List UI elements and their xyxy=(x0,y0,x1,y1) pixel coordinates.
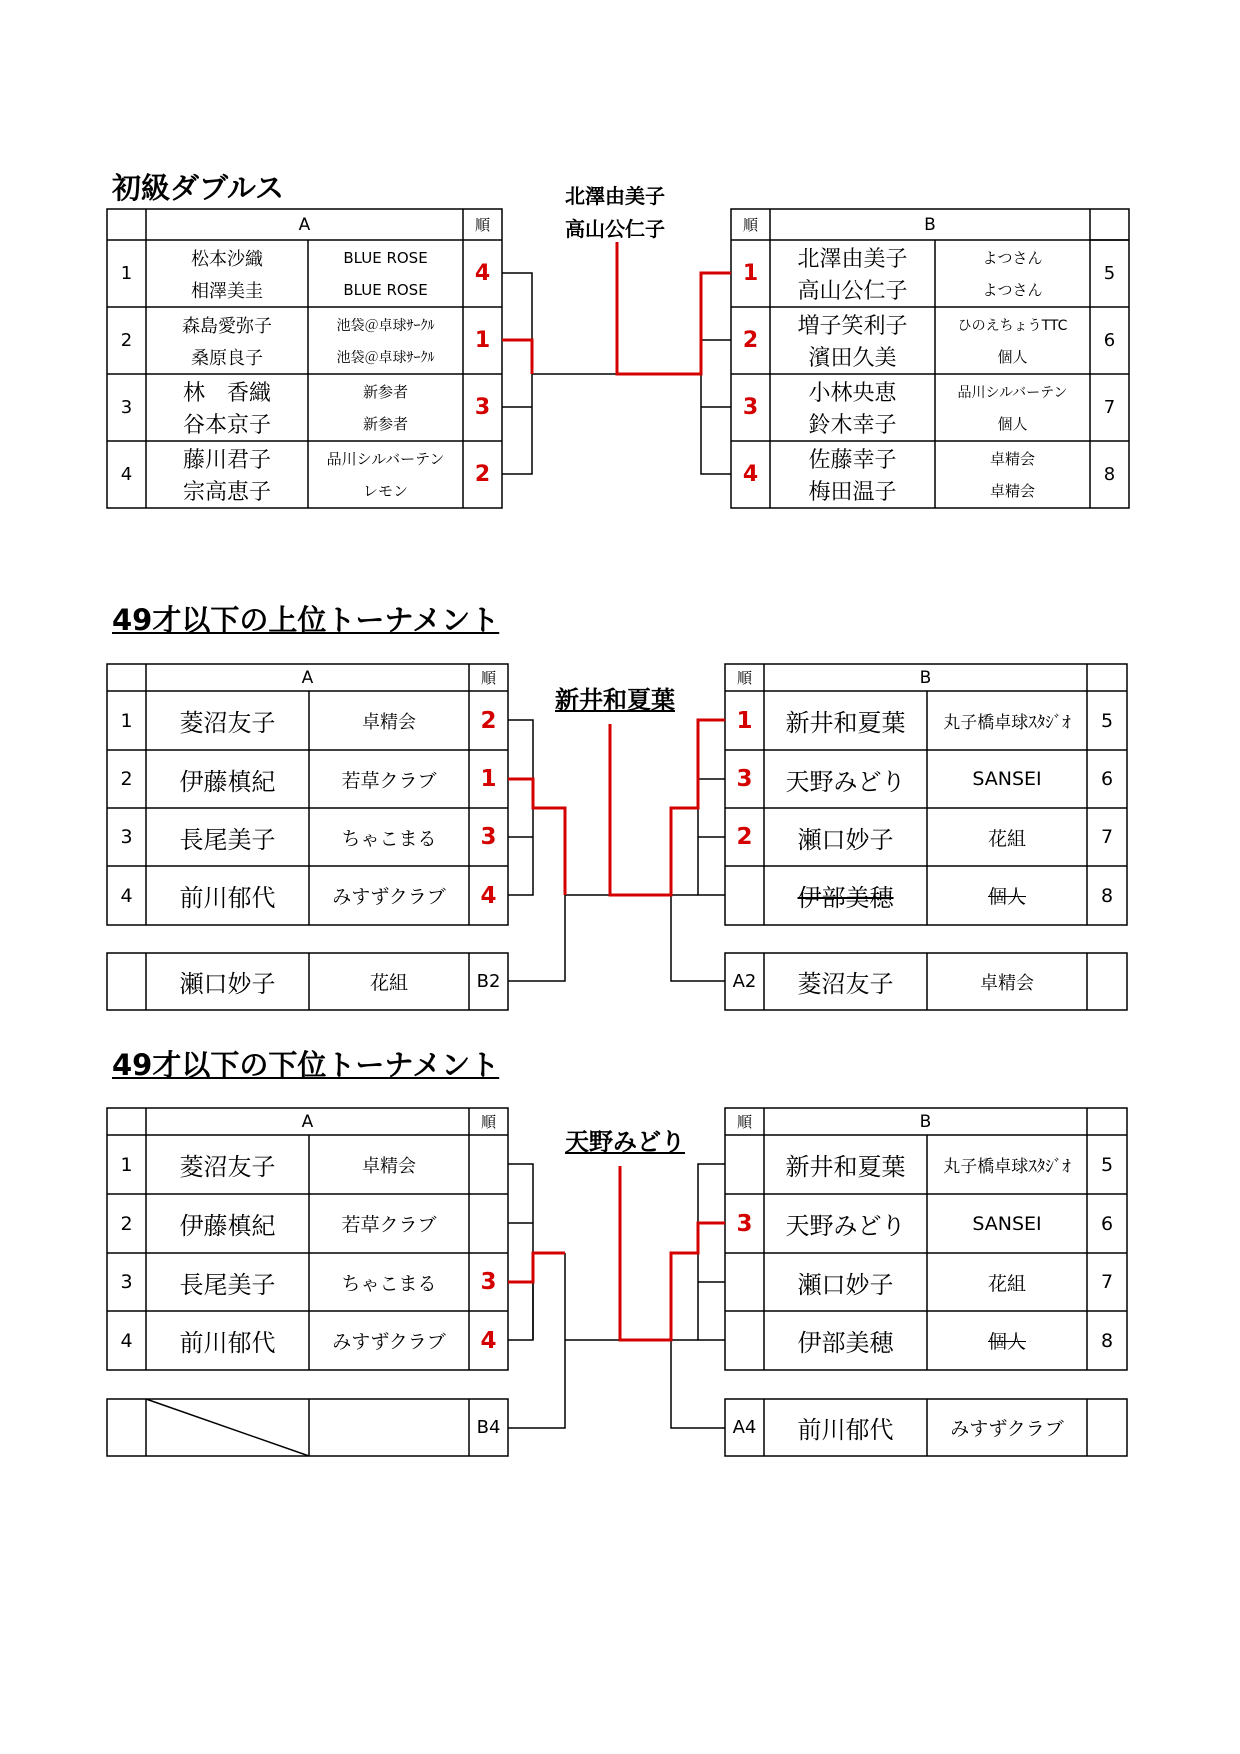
s1-b-row-6-rank: 2 xyxy=(742,328,759,353)
s2-a-row-4-no: 4 xyxy=(120,884,133,907)
s3-b-row-7-no: 7 xyxy=(1100,1271,1114,1293)
s1-b-row-7-club-2: 個人 xyxy=(997,415,1028,433)
s3-b-row-6-rank: 3 xyxy=(736,1210,753,1237)
s1-b-row-8-club-2: 卓精会 xyxy=(989,482,1035,500)
s3-b-extra-club: みすずクラブ xyxy=(950,1418,1064,1440)
s2-a-row-2-name: 伊藤槙紀 xyxy=(179,767,276,796)
section-3-title: 49才以下の下位トーナメント xyxy=(112,1048,500,1082)
s2-b-row-8-club: 個人 xyxy=(987,886,1026,908)
s1-b-row-8-rank: 4 xyxy=(742,462,759,487)
s1-a-row-1-rank: 4 xyxy=(474,261,491,286)
s1-a-row-4-club-2: レモン xyxy=(362,482,408,500)
s3-a-row-2-no: 2 xyxy=(120,1212,133,1235)
s2-a-row-3-club: ちゃこまる xyxy=(341,827,437,850)
s3-a-row-1-club: 卓精会 xyxy=(362,1155,416,1177)
s3-a-row-3-club: ちゃこまる xyxy=(341,1272,437,1295)
section-1-title: 初級ダブルス xyxy=(112,171,284,205)
s1-b-row-8-name-1: 佐藤幸子 xyxy=(808,448,897,473)
s2-b-row-5-club: 丸子橋卓球ｽﾀｼﾞｵ xyxy=(943,713,1071,733)
s3-b-row-6-club: SANSEI xyxy=(972,1212,1042,1235)
s1-a-row-3-club-1: 新参者 xyxy=(362,383,408,401)
s3-b-row-5-name: 新井和夏葉 xyxy=(785,1153,906,1181)
s3-a-extra-tag: B4 xyxy=(476,1417,501,1438)
s2-a-header: A xyxy=(301,667,314,688)
s1-a-row-4-rank: 2 xyxy=(474,462,491,487)
s2-a-extra-tag: B2 xyxy=(476,971,501,992)
s3-b-row-8-rank xyxy=(725,1311,764,1370)
s1-a-row-3-club-2: 新参者 xyxy=(362,415,408,433)
s1-b-row-8-no: 8 xyxy=(1103,464,1116,485)
s2-a-rank-header: 順 xyxy=(480,669,496,687)
s3-a-row-4-rank: 4 xyxy=(480,1327,497,1354)
s2-a-row-3-no: 3 xyxy=(120,826,133,848)
s1-b-row-6-name-1: 増子笑利子 xyxy=(797,314,908,339)
s2-a-extra-name: 瀬口妙子 xyxy=(179,970,276,998)
s1-a-row-1-club-2: BLUE ROSE xyxy=(343,280,428,299)
s3-b-row-7-rank xyxy=(725,1253,764,1311)
s1-b-row-7-name-1: 小林央恵 xyxy=(808,381,897,406)
s3-b-header: B xyxy=(919,1111,932,1132)
s1-b-row-5-no: 5 xyxy=(1103,263,1116,284)
s3-b-row-6-name: 天野みどり xyxy=(785,1212,906,1240)
s1-a-row-4-name-1: 藤川君子 xyxy=(182,448,271,473)
s3-b-row-5-rank xyxy=(725,1135,764,1194)
s1-a-row-4-club-1: 品川シルバーテン xyxy=(326,450,445,468)
s2-b-extra-tag: A2 xyxy=(732,971,757,992)
s3-a-extra-club xyxy=(309,1399,469,1456)
s3-b-extra-name: 前川郁代 xyxy=(797,1416,894,1444)
s1-a-row-3-name-1: 林 香織 xyxy=(182,381,271,406)
s1-b-row-5-rank: 1 xyxy=(742,261,759,286)
s2-b-row-8-name: 伊部美穂 xyxy=(797,884,894,912)
s1-b-row-5-name-1: 北澤由美子 xyxy=(797,247,908,272)
s1-b-row-7-no: 7 xyxy=(1103,397,1116,418)
s1-b-row-5-club-1: よつさん xyxy=(982,249,1043,267)
s2-a-row-1-club: 卓精会 xyxy=(362,711,416,733)
s2-b-row-7-no: 7 xyxy=(1100,826,1114,848)
s2-b-row-5-rank: 1 xyxy=(736,707,753,734)
s1-b-row-6-club-2: 個人 xyxy=(997,348,1028,366)
s3-a-row-2-name: 伊藤槙紀 xyxy=(179,1212,276,1240)
s2-a-row-4-rank: 4 xyxy=(480,882,497,909)
s3-a-row-4-club: みすずクラブ xyxy=(332,1331,446,1353)
s3-a-row-3-no: 3 xyxy=(120,1271,133,1293)
s2-b-row-7-name: 瀬口妙子 xyxy=(797,825,894,854)
s2-b-row-6-club: SANSEI xyxy=(972,768,1042,790)
s2-b-extra-club: 卓精会 xyxy=(980,972,1034,994)
s1-b-row-5-name-2: 高山公仁子 xyxy=(797,279,908,304)
s1-a-row-2-rank: 1 xyxy=(474,328,491,353)
s3-a-row-3-name: 長尾美子 xyxy=(179,1270,276,1299)
s2-b-row-5-no: 5 xyxy=(1100,709,1114,732)
section-1-winner-1: 北澤由美子 xyxy=(565,184,665,208)
s1-a-row-1-name-1: 松本沙織 xyxy=(191,248,263,270)
s1-a-row-2-name-1: 森島愛弥子 xyxy=(182,315,272,337)
s2-a-extra-club: 花組 xyxy=(369,972,408,994)
s1-a-row-4-name-2: 宗高恵子 xyxy=(182,480,271,505)
s2-a-row-2-club: 若草クラブ xyxy=(341,769,437,792)
s2-b-row-6-no: 6 xyxy=(1100,768,1114,790)
s3-a-row-1-name: 菱沼友子 xyxy=(179,1153,276,1181)
s3-b-rank-header: 順 xyxy=(736,1113,752,1131)
s1-a-row-3-name-2: 谷本京子 xyxy=(182,413,271,438)
s3-a-row-4-no: 4 xyxy=(120,1329,133,1352)
s2-b-row-6-rank: 3 xyxy=(736,766,753,792)
s3-a-row-4-name: 前川郁代 xyxy=(179,1329,276,1357)
s3-b-row-8-name: 伊部美穂 xyxy=(797,1329,894,1357)
section-2-title: 49才以下の上位トーナメント xyxy=(112,603,500,637)
s2-a-row-3-name: 長尾美子 xyxy=(179,825,276,854)
s1-a-row-4-no: 4 xyxy=(120,464,133,485)
s1-a-row-3-rank: 3 xyxy=(474,395,491,420)
s3-b-row-5-club: 丸子橋卓球ｽﾀｼﾞｵ xyxy=(943,1157,1071,1177)
section-3-winner: 天野みどり xyxy=(565,1128,685,1156)
s3-b-row-7-club: 花組 xyxy=(987,1272,1026,1295)
s2-a-row-2-rank: 1 xyxy=(480,766,497,792)
s2-a-row-1-no: 1 xyxy=(120,709,133,732)
s3-b-row-8-club: 個人 xyxy=(987,1331,1026,1353)
s1-b-row-7-name-2: 鈴木幸子 xyxy=(808,413,897,438)
s1-b-row-8-club-1: 卓精会 xyxy=(989,450,1035,468)
s2-a-row-4-club: みすずクラブ xyxy=(332,886,446,908)
s3-a-row-2-club: 若草クラブ xyxy=(341,1214,437,1236)
s1-a-row-2-club-1: 池袋＠卓球ｻｰｸﾙ xyxy=(336,317,435,334)
s3-b-row-6-no: 6 xyxy=(1100,1212,1114,1235)
s2-a-row-2-no: 2 xyxy=(120,768,133,790)
s2-a-row-1-name: 菱沼友子 xyxy=(179,709,276,737)
s3-a-extra-name xyxy=(146,1399,309,1456)
s1-b-row-5-club-2: よつさん xyxy=(982,281,1043,299)
section-2-winner: 新井和夏葉 xyxy=(555,686,675,714)
s3-a-row-1-rank xyxy=(469,1135,508,1194)
section-1-winner-2: 高山公仁子 xyxy=(565,217,665,241)
s2-b-extra-name: 菱沼友子 xyxy=(797,970,894,998)
s1-b-rank-header: 順 xyxy=(742,216,758,234)
s1-a-row-2-name-2: 桑原良子 xyxy=(191,347,263,369)
s2-b-header: B xyxy=(919,667,932,688)
s2-b-rank-header: 順 xyxy=(736,669,752,687)
s2-b-row-7-club: 花組 xyxy=(987,827,1026,850)
s1-a-rank-header: 順 xyxy=(474,216,490,234)
s2-b-row-8-no: 8 xyxy=(1100,884,1114,907)
s3-b-row-7-name: 瀬口妙子 xyxy=(797,1270,894,1299)
s3-a-header: A xyxy=(301,1111,314,1132)
s2-b-row-5-name: 新井和夏葉 xyxy=(785,709,906,737)
s3-a-row-2-rank xyxy=(469,1194,508,1253)
s1-b-row-7-club-1: 品川シルバーテン xyxy=(957,384,1068,401)
s2-a-row-3-rank: 3 xyxy=(480,824,497,850)
s1-b-row-6-no: 6 xyxy=(1103,330,1116,351)
s2-b-row-6-name: 天野みどり xyxy=(785,767,906,796)
s3-a-row-3-rank: 3 xyxy=(480,1269,497,1295)
s1-a-row-3-no: 3 xyxy=(120,397,133,418)
s1-b-row-7-rank: 3 xyxy=(742,395,759,420)
s3-b-row-5-no: 5 xyxy=(1100,1153,1114,1176)
s1-a-row-2-no: 2 xyxy=(120,330,133,351)
s1-b-row-6-club-1: ひのえちょうTTC xyxy=(957,317,1068,334)
s1-a-header: A xyxy=(298,214,311,235)
s1-a-row-1-name-2: 相澤美圭 xyxy=(191,280,263,302)
s3-a-rank-header: 順 xyxy=(480,1113,496,1131)
s1-b-row-8-name-2: 梅田温子 xyxy=(808,480,897,505)
s2-a-row-4-name: 前川郁代 xyxy=(179,884,276,912)
s2-a-row-1-rank: 2 xyxy=(480,707,497,734)
s2-b-row-7-rank: 2 xyxy=(736,824,753,850)
s3-a-row-1-no: 1 xyxy=(120,1153,133,1176)
s3-b-row-8-no: 8 xyxy=(1100,1329,1114,1352)
s3-b-extra-tag: A4 xyxy=(732,1417,757,1438)
s1-b-row-6-name-2: 濱田久美 xyxy=(808,346,897,371)
s1-b-header: B xyxy=(924,214,936,235)
s1-a-row-1-club-1: BLUE ROSE xyxy=(343,248,428,267)
s1-a-row-1-no: 1 xyxy=(120,263,133,284)
s1-a-row-2-club-2: 池袋＠卓球ｻｰｸﾙ xyxy=(336,349,435,366)
